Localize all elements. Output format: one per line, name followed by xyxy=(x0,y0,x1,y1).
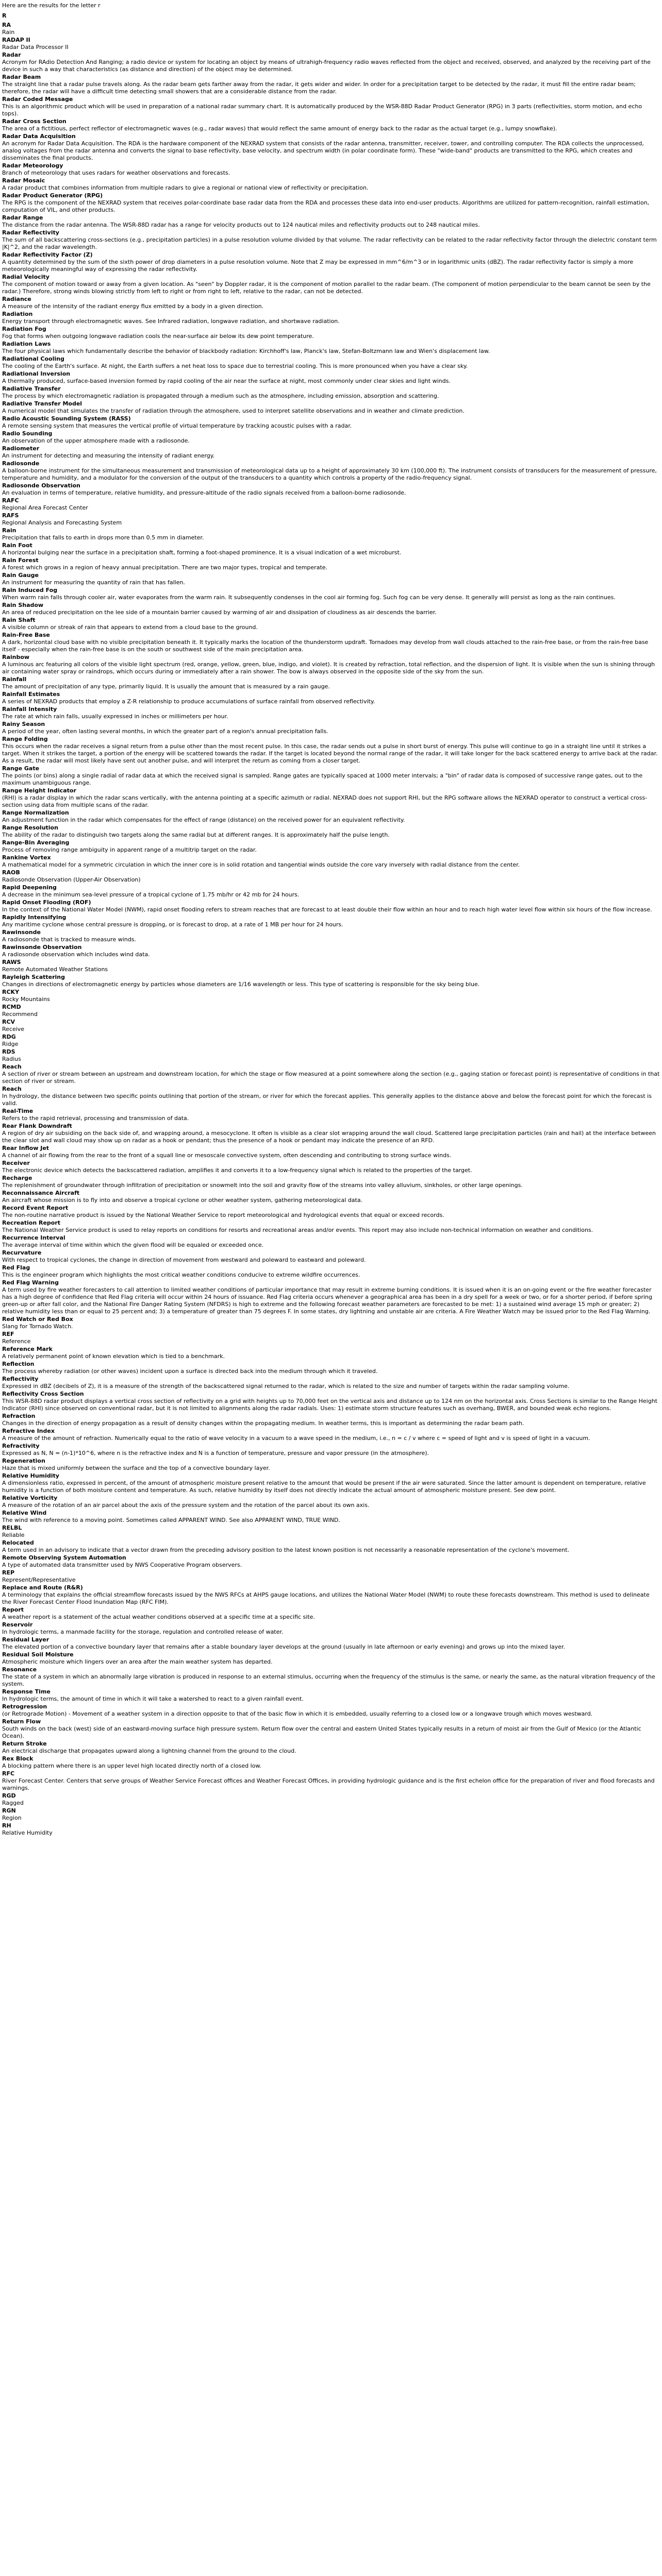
glossary-definition: In hydrologic terms, the amount of time in which it will take a watershed to react to a given rainfall event. xyxy=(2,1696,304,1702)
glossary-term: Recurrence Interval xyxy=(2,1234,65,1241)
glossary-term: Relative Humidity xyxy=(2,1472,59,1479)
glossary-term: Radiational Cooling xyxy=(2,355,64,362)
glossary-term: Radar Meteorology xyxy=(2,162,63,169)
glossary-term: RCMD xyxy=(2,1004,21,1010)
glossary-definition: When warm rain falls through cooler air, water evaporates from the warm rain. It subsequently condenses in the cool air forming fog. Such fog can be very dense. It generally will persist as long as the rain continues. xyxy=(2,594,616,601)
glossary-term: Radar Coded Message xyxy=(2,96,73,103)
glossary-definition: A series of NEXRAD products that employ a Z-R relationship to produce accumulations of surface rainfall from observed reflectivity. xyxy=(2,698,375,705)
glossary-term: Return Flow xyxy=(2,1718,41,1725)
glossary-term: Radio Sounding xyxy=(2,430,53,437)
glossary-definition: Receive xyxy=(2,1026,25,1032)
glossary-definition: South winds on the back (west) side of an eastward-moving surface high pressure system. Return flow over the central and eastern United States typically results in a return of moist air from the Gulf of Mexico (or the Atlantic Ocean). xyxy=(2,1725,641,1739)
glossary-term: Relative Vorticity xyxy=(2,1495,58,1501)
glossary-term: RAWS xyxy=(2,959,21,965)
glossary-term: Real-Time xyxy=(2,1108,34,1114)
glossary-term: Rainfall Intensity xyxy=(2,706,57,713)
glossary-definition: A region of dry air subsiding on the back side of, and wrapping around, a mesocyclone. It often is visible as a clear slot wrapping around the wall cloud. Scattered large precipitation particles (rain and hail) at the interface between the clear slot and wall cloud may show up on radar as a hook or pendant; thus the presence of a hook or pendant may indicate the presence of an RFD. xyxy=(2,1130,656,1144)
glossary-term: Red Flag Warning xyxy=(2,1279,59,1286)
glossary-definition: A remote sensing system that measures the vertical profile of virtual temperature by tracking acoustic pulses with a radar. xyxy=(2,422,352,429)
glossary-definition: A radiosonde that is tracked to measure winds. xyxy=(2,936,136,943)
glossary-term: Rainbow xyxy=(2,654,30,660)
glossary-definition: A numerical model that simulates the transfer of radiation through the atmosphere, used to interpret satellite observations and in weather and climate prediction. xyxy=(2,408,465,414)
glossary-term: Rainfall xyxy=(2,676,27,683)
glossary-definition: A radiosonde observation which includes wind data. xyxy=(2,951,150,958)
glossary-definition: A mathematical model for a symmetric circulation in which the inner core is in solid rotation and tangential winds outside the core vary inversely with radial distance from the center. xyxy=(2,861,520,868)
glossary-term: Refractivity xyxy=(2,1443,40,1449)
glossary-definition: An acronym for Radar Data Acquisition. The RDA is the hardware component of the NEXRAD system that consists of the radar antenna, transmitter, receiver, tower, and controlling computer. The RDA collects the unprocessed, analog voltages from the radar antenna and converts the signal to base reflectivity, base velocity, and spectrum width (in polar coordinate form). These "wide-band" products are transmitted to the RPG, which creates and disseminates the final products. xyxy=(2,140,644,161)
glossary-term: Radar Beam xyxy=(2,74,41,80)
glossary-definition: The state of a system in which an abnormally large vibration is produced in response to an external stimulus, occurring when the frequency of the stimulus is the same, or nearly the same, as the natural vibration frequency of the system. xyxy=(2,1673,655,1687)
glossary-term: Remote Observing System Automation xyxy=(2,1554,126,1561)
glossary-term: RDG xyxy=(2,1033,16,1040)
glossary-term: Range-Bin Averaging xyxy=(2,839,70,846)
glossary-definition: A dark, horizontal cloud base with no visible precipitation beneath it. It typically marks the location of the thunderstorm updraft. Tornadoes may develop from wall clouds attached to the rain-free base, or from the rain-free base itself - especially when the rain-free base is on the south or southwest side of the main precipitation area. xyxy=(2,639,649,653)
glossary-definition: A decrease in the minimum sea-level pressure of a tropical cyclone of 1.75 mb/hr or 42 mb for 24 hours. xyxy=(2,891,300,898)
glossary-term: Rayleigh Scattering xyxy=(2,974,65,980)
glossary-term: Rain Induced Fog xyxy=(2,587,58,594)
glossary-term: Reflectivity Cross Section xyxy=(2,1391,84,1397)
glossary-definition: An observation of the upper atmosphere made with a radiosonde. xyxy=(2,437,190,444)
glossary-definition: Rocky Mountains xyxy=(2,996,50,1003)
glossary-definition: Expressed in dBZ (decibels of Z), it is a measure of the strength of the backscattered signal returned to the radar, which is related to the size and number of targets within the radar sampling volume. xyxy=(2,1383,570,1389)
glossary-definition: Reference xyxy=(2,1338,31,1345)
glossary-definition: This is an algorithmic product which will be used in preparation of a national radar summary chart. It is automatically produced by the WSR-88D Radar Product Generator (RPG) in 3 parts (reflectivities, storm motion, and echo tops). xyxy=(2,103,642,117)
glossary-definition: The electronic device which detects the backscattered radiation, amplifies it and converts it to a low-frequency signal which is related to the properties of the target. xyxy=(2,1167,472,1174)
glossary-term: Radiational Inversion xyxy=(2,370,71,377)
glossary-definition: The RPG is the component of the NEXRAD system that receives polar-coordinate base radar data from the RDA and processes these data into end-user products. Algorithms are utilized for pattern-recognition, rainfall estimation, computation of VIL, and other products. xyxy=(2,199,650,213)
glossary-definition: Process of removing range ambiguity in apparent range of a multitrip target on the radar. xyxy=(2,846,257,853)
glossary-definition: Remote Automated Weather Stations xyxy=(2,966,108,973)
glossary-definition: Radiosonde Observation (Upper-Air Observation) xyxy=(2,876,141,883)
glossary-term: Range Gate xyxy=(2,765,40,772)
glossary-term: Refractive Index xyxy=(2,1428,55,1434)
glossary-term: Rain-Free Base xyxy=(2,632,50,638)
glossary-term: RFC xyxy=(2,1770,15,1777)
glossary-definition: A measure of the intensity of the radiant energy flux emitted by a body in a given direction. xyxy=(2,303,264,310)
glossary-term: Radar Reflectivity Factor (Z) xyxy=(2,251,93,258)
glossary-term: RCKY xyxy=(2,989,20,995)
glossary-term: RAFS xyxy=(2,512,19,519)
glossary-definition: The four physical laws which fundamentally describe the behavior of blackbody radiation: Kirchhoff's law, Planck's law, Stefan-Boltzmann law and Wien's displacement law. xyxy=(2,348,490,354)
glossary-definition: Atmospheric moisture which lingers over an area after the main weather system has departed. xyxy=(2,1658,273,1665)
glossary-term: Radiometer xyxy=(2,445,40,452)
glossary-term: Return Stroke xyxy=(2,1740,47,1747)
glossary-definition: Reliable xyxy=(2,1532,25,1538)
glossary-definition: A weather report is a statement of the actual weather conditions observed at a specific time at a specific site. xyxy=(2,1614,315,1620)
glossary-term: Reconnaissance Aircraft xyxy=(2,1190,80,1196)
glossary-definition: A measure of the rotation of an air parcel about the axis of the pressure system and the rotation of the parcel about its own axis. xyxy=(2,1502,370,1509)
glossary-term: Rain Shadow xyxy=(2,602,44,608)
glossary-term: Replace and Route (R&R) xyxy=(2,1584,83,1591)
glossary-definition: An evaluation in terms of temperature, relative humidity, and pressure-altitude of the radio signals received from a balloon-borne radiosonde. xyxy=(2,489,406,496)
glossary-term: Rain Gauge xyxy=(2,572,39,579)
glossary-term: Radiative Transfer xyxy=(2,385,61,392)
glossary-definition: Acronym for RAdio Detection And Ranging; a radio device or system for locating an object by means of ultrahigh-frequency radio waves reflected from the object and received, observed, and analyzed by the receiving part of the device in such a way that characteristics (as distance and direction) of the object may be determined. xyxy=(2,59,651,73)
glossary-definition: A period of the year, often lasting several months, in which the greater part of a region's annual precipitation falls. xyxy=(2,728,328,735)
glossary-definition: Radar Data Processor II xyxy=(2,44,69,50)
glossary-definition: Relative Humidity xyxy=(2,1829,53,1836)
glossary-term: Rawinsonde xyxy=(2,929,41,936)
glossary-definition: A terminology that explains the official streamflow forecasts issued by the NWS RFCs at AHPS gauge locations, and utilizes the National Water Model (NWM) to route these forecasts downstream. This method is used to delineate the River Forecast Center Flood Inundation Map (RFC FIM). xyxy=(2,1591,650,1605)
glossary-term: RAOB xyxy=(2,869,20,876)
glossary-definition: Refers to the rapid retrieval, processing and transmission of data. xyxy=(2,1115,189,1122)
glossary-term: REF xyxy=(2,1331,14,1337)
glossary-term: Radiation xyxy=(2,311,33,317)
glossary-definition: An adjustment function in the radar which compensates for the effect of range (distance) on the received power for an equivalent reflectivity. xyxy=(2,817,405,823)
glossary-term: Reach xyxy=(2,1063,22,1070)
glossary-definition: A horizontal bulging near the surface in a precipitation shaft, forming a foot-shaped prominence. It is a visual indication of a wet microburst. xyxy=(2,549,402,556)
glossary-term: Reach xyxy=(2,1086,22,1092)
glossary-term: Receiver xyxy=(2,1160,30,1166)
glossary-term: Retrogression xyxy=(2,1703,47,1710)
glossary-definition: A quantity determined by the sum of the sixth power of drop diameters in a pulse resolution volume. Note that Z may be expressed in mm^6/m^3 or in logarithmic units (dBZ). The radar reflectivity factor is simply a more meteorologically meaningful way of expressing the radar reflectivity. xyxy=(2,259,634,273)
glossary-term: Reflection xyxy=(2,1361,35,1367)
glossary-term: Radar Cross Section xyxy=(2,118,67,125)
glossary-definition: The process by which electromagnetic radiation is propagated through a medium such as the atmosphere, including emission, absorption and scattering. xyxy=(2,393,439,399)
glossary-definition: The process whereby radiation (or other waves) incident upon a surface is directed back into the medium through which it traveled. xyxy=(2,1368,378,1375)
glossary-definition: The average interval of time within which the given flood will be equaled or exceeded once. xyxy=(2,1242,264,1248)
glossary-definition: In the context of the National Water Model (NWM), rapid onset flooding refers to stream reaches that are forecast to at least double their flow within an hour and to reach high water level flow within six hours of the flow increase. xyxy=(2,906,652,913)
glossary-definition: River Forecast Center. Centers that serve groups of Weather Service Forecast offices and Weather Forecast Offices, in providing hydrologic guidance and is the first echelon office for the preparation of river and flood forecasts and warnings. xyxy=(2,1777,655,1791)
glossary-definition: The sum of all backscattering cross-sections (e.g., precipitation particles) in a pulse resolution volume divided by that volume. The radar reflectivity can be related to the radar reflectivity factor through the dielectric constant term |K|^2, and the radar wavelength. xyxy=(2,236,657,250)
glossary-definition: The elevated portion of a convective boundary layer that remains after a stable boundary layer develops at the ground (usually in late afternoon or early evening) and grows up into the mixed layer. xyxy=(2,1643,566,1650)
results-intro: Here are the results for the letter r xyxy=(2,2,101,9)
glossary-definition: A dimensionless ratio, expressed in percent, of the amount of atmospheric moisture present relative to the amount that would be present if the air were saturated. Since the latter amount is dependent on temperature, relative humidity is a function of both moisture content and temperature. As such, relative humidity by itself does not directly indicate the actual amount of atmospheric moisture present. See dew point. xyxy=(2,1480,646,1494)
glossary-term: Rain Foot xyxy=(2,542,32,549)
glossary-definition: Rain xyxy=(2,29,15,36)
glossary-term: Residual Soil Moisture xyxy=(2,1651,74,1658)
glossary-definition: A term used by fire weather forecasters to call attention to limited weather conditions of particular importance that may result in extreme burning conditions. It is issued when it is an on-going event or the fire weather forecaster has a high degree of confidence that Red Flag criteria will occur within 24 hours of issuance. Red Flag criteria occurs whenever a geographical area has been in a dry spell for a week or two, or for a shorter period, if before spring green-up or after fall color, and the National Fire Danger Rating System (NFDRS) is high to extreme and the following forecast weather parameters are forecasted to be met: 1) a sustained wind average 15 mph or greater; 2) relative humidity less than or equal to 25 percent and; 3) a temperature of greater than 75 degrees F. In some states, dry lightning and unstable air are criteria. A Fire Weather Watch may be issued prior to the Red Flag Warning. xyxy=(2,1286,653,1315)
glossary-term: Recurvature xyxy=(2,1249,42,1256)
letter-heading: R xyxy=(2,12,7,19)
glossary-term: Radiation Fog xyxy=(2,326,46,332)
glossary-definition: An electrical discharge that propagates upward along a lightning channel from the ground to the cloud. xyxy=(2,1748,296,1754)
glossary-definition: Ragged xyxy=(2,1800,24,1806)
glossary-definition: The National Weather Service product is used to relay reports on conditions for resorts and recreational areas and/or events. This report may also include non-technical information on weather and conditions. xyxy=(2,1227,593,1233)
glossary-definition: The cooling of the Earth's surface. At night, the Earth suffers a net heat loss to space due to terrestrial cooling. This is more pronounced when you have a clear sky. xyxy=(2,363,468,369)
glossary-definition: Region xyxy=(2,1815,22,1821)
glossary-definition: This occurs when the radar receives a signal return from a pulse other than the most recent pulse. In this case, the radar sends out a pulse in short burst of energy. This pulse will continue to go in a straight line until it strikes a target. When it strikes the target, a portion of the energy will be scattered towards the radar. If the target is located beyond the normal range of the radar, it will take longer for the back scattered energy to arrive back at the radar. As a result, the radar will most likely have sent out another pulse, and will interpret the return as coming from a closer target. xyxy=(2,743,658,764)
glossary-term: RDS xyxy=(2,1048,15,1055)
glossary-definition: The ability of the radar to distinguish two targets along the same radial but at different ranges. It is approximately half the pulse length. xyxy=(2,832,390,838)
glossary-definition: A measure of the amount of refraction. Numerically equal to the ratio of wave velocity in a vacuum to a wave speed in the medium, i.e., n = c / v where c = speed of light and v is speed of light in a vacuum. xyxy=(2,1435,590,1442)
glossary-definition: A blocking pattern where there is an upper level high located directly north of a closed low. xyxy=(2,1762,261,1769)
glossary-term: Rapid Onset Flooding (ROF) xyxy=(2,899,91,906)
glossary-term: Radar Mosaic xyxy=(2,177,45,184)
glossary-definition: Regional Analysis and Forecasting System xyxy=(2,519,122,526)
glossary-term: Refraction xyxy=(2,1413,36,1419)
glossary-definition: This WSR-88D radar product displays a vertical cross section of reflectivity on a grid with heights up to 70,000 feet on the vertical axis and distance up to 124 nm on the horizontal axis. Cross Sections is similar to the Range Height Indicator (RHI) since observed on conventional radar, but it is not limited to alignments along the radar radials. Uses: 1) estimate storm structure features such as overhang, BWER, and bounded weak echo regions. xyxy=(2,1398,657,1412)
glossary-term: Reference Mark xyxy=(2,1346,53,1352)
glossary-term: REP xyxy=(2,1569,15,1576)
glossary-definition: With respect to tropical cyclones, the change in direction of movement from westward and poleward to eastward and poleward. xyxy=(2,1257,366,1263)
glossary-term: Rear Flank Downdraft xyxy=(2,1123,72,1129)
glossary-term: Rainfall Estimates xyxy=(2,691,60,698)
glossary-term: Regeneration xyxy=(2,1458,45,1464)
glossary-term: Rain xyxy=(2,527,16,534)
glossary-definition: A forest which grows in a region of heavy annual precipitation. There are two major types, tropical and temperate. xyxy=(2,564,328,571)
glossary-term: Radar Product Generator (RPG) xyxy=(2,192,103,199)
glossary-definition: Any maritime cyclone whose central pressure is dropping, or is forecast to drop, at a rate of 1 MB per hour for 24 hours. xyxy=(2,921,343,928)
glossary-term: RCV xyxy=(2,1019,15,1025)
glossary-definition: The wind with reference to a moving point. Sometimes called APPARENT WIND. See also APPARENT WIND, TRUE WIND. xyxy=(2,1517,340,1523)
glossary-term: Response Time xyxy=(2,1688,51,1695)
glossary-definition: A section of river or stream between an upstream and downstream location, for which the stage or flow measured at a point somewhere along the section (e.g., gaging station or forecast point) is representative of conditions in that section of river or stream. xyxy=(2,1071,660,1084)
glossary-term: Rain Forest xyxy=(2,557,39,564)
glossary-definition: An instrument for detecting and measuring the intensity of radiant energy. xyxy=(2,452,215,459)
glossary-definition: (or Retrograde Motion) - Movement of a weather system in a direction opposite to that of the basic flow in which it is embedded, usually referring to a closed low or a longwave trough which moves westward. xyxy=(2,1710,593,1717)
glossary-definition: The non-routine narrative product is issued by the National Weather Service to report meteorological and hydrological events that equal or exceed records. xyxy=(2,1212,444,1218)
glossary-definition: Recommend xyxy=(2,1011,38,1018)
glossary-definition: A visible column or streak of rain that appears to extend from a cloud base to the ground. xyxy=(2,624,258,631)
glossary-definition: An area of reduced precipitation on the lee side of a mountain barrier caused by warming of air and dissipation of cloudiness as air descends the barrier. xyxy=(2,609,437,616)
glossary-definition: A term used in an advisory to indicate that a vector drawn from the preceding advisory position to the latest known position is not necessarily a reasonable representation of the cyclone's movement. xyxy=(2,1547,570,1553)
glossary-term: Recharge xyxy=(2,1175,32,1181)
glossary-definition: Slang for Tornado Watch. xyxy=(2,1323,73,1330)
glossary-term: Residual Layer xyxy=(2,1636,49,1643)
glossary-definition: Expressed as N, N = (n-1)*10^6, where n is the refractive index and N is a function of temperature, pressure and vapor pressure (in the atmosphere). xyxy=(2,1450,429,1456)
glossary-term: RAFC xyxy=(2,497,19,504)
glossary-definition: Radius xyxy=(2,1056,21,1062)
glossary-definition: The component of motion toward or away from a given location. As "seen" by Doppler radar, it is the component of motion parallel to the radar beam. (The component of motion perpendicular to the beam cannot be seen by the radar.) Therefore, strong winds blowing strictly from left to right or from right to left, relative to the radar, can not be detected. xyxy=(2,281,651,295)
glossary-term: Red Watch or Red Box xyxy=(2,1316,73,1323)
glossary-term: Reflectivity xyxy=(2,1376,39,1382)
glossary-definition: (RHI) is a radar display in which the radar scans vertically, with the antenna pointing at a specific azimuth or radial. NEXRAD does not support RHI, but the RPG software allows the NEXRAD operator to construct a vertical cross-section using data from multiple scans of the radar. xyxy=(2,794,648,808)
glossary-term: Radar xyxy=(2,52,21,58)
glossary-term: Record Event Report xyxy=(2,1205,69,1211)
glossary-definition: A luminous arc featuring all colors of the visible light spectrum (red, orange, yellow, green, blue, indigo, and violet). It is created by refraction, total reflection, and the dispersion of light. It is visible when the sun is shining through air containing water spray or raindrops, which occurs during or immediately after a rain shower. The bow is always observed in the opposite side of the sky from the sun. xyxy=(2,661,655,675)
glossary-term: Radiosonde xyxy=(2,460,40,467)
glossary-term: Radial Velocity xyxy=(2,274,49,280)
glossary-term: Rainy Season xyxy=(2,721,45,727)
glossary-term: RELBL xyxy=(2,1524,22,1531)
glossary-definition: An aircraft whose mission is to fly into and observe a tropical cyclone or other weather system, gathering meteorological data. xyxy=(2,1197,363,1204)
glossary-definition: A type of automated data transmitter used by NWS Cooperative Program observers. xyxy=(2,1562,242,1568)
glossary-term: Radar Data Acquisition xyxy=(2,133,76,140)
glossary-term: Radio Acoustic Sounding System (RASS) xyxy=(2,415,131,422)
glossary-term: RADAP II xyxy=(2,37,30,43)
glossary-definition: Represent/Representative xyxy=(2,1577,76,1583)
glossary-term: Reservoir xyxy=(2,1621,33,1628)
glossary-term: Rain Shaft xyxy=(2,617,36,623)
glossary-definition: The straight line that a radar pulse travels along. As the radar beam gets farther away from the radar, it gets wider and wider. In order for a precipitation target to be detected by the radar, it must fill the entire radar beam; therefore, the radar will have a difficult time detecting small showers that are a considerable distance from the radar. xyxy=(2,81,636,95)
glossary-definition: The replenishment of groundwater through infiltration of precipitation or snowmelt into the soil and gravity flow of the streams into valley alluvium, sinkholes, or other large openings. xyxy=(2,1182,523,1189)
glossary-term: Radar Reflectivity xyxy=(2,229,59,236)
glossary-list xyxy=(2,22,660,1837)
glossary-definition: The area of a fictitious, perfect reflector of electromagnetic waves (e.g., radar waves) that would reflect the same amount of energy back to the radar as the actual target (e.g., lumpy snowflake). xyxy=(2,125,557,132)
glossary-term: RA xyxy=(2,22,11,28)
glossary-definition: A channel of air flowing from the rear to the front of a squall line or mesoscale convective system, often descending and contributing to strong surface winds. xyxy=(2,1152,452,1159)
glossary-term: Radiosonde Observation xyxy=(2,482,80,489)
glossary-term: Relative Wind xyxy=(2,1510,47,1516)
glossary-definition: Branch of meteorology that uses radars for weather observations and forecasts. xyxy=(2,170,230,176)
glossary-term: Radiance xyxy=(2,296,31,302)
glossary-term: Relocated xyxy=(2,1539,34,1546)
glossary-term: Rex Block xyxy=(2,1755,34,1762)
glossary-definition: The distance from the radar antenna. The WSR-88D radar has a range for velocity products out to 124 nautical miles and reflectivity products out to 248 nautical miles. xyxy=(2,222,480,228)
glossary-definition: The amount of precipitation of any type, primarily liquid. It is usually the amount that is measured by a rain gauge. xyxy=(2,683,330,690)
glossary-term: Rear Inflow Jet xyxy=(2,1145,49,1151)
glossary-term: Rapid Deepening xyxy=(2,884,57,891)
glossary-term: Red Flag xyxy=(2,1264,30,1271)
glossary-definition: Precipitation that falls to earth in drops more than 0.5 mm in diameter. xyxy=(2,534,204,541)
glossary-definition: A thermally produced, surface-based inversion formed by rapid cooling of the air near the surface at night, most commonly under clear skies and light winds. xyxy=(2,378,451,384)
glossary-term: Resonance xyxy=(2,1666,37,1673)
glossary-definition: Energy transport through electromagnetic waves. See Infrared radiation, longwave radiation, and shortwave radiation. xyxy=(2,318,340,325)
glossary-definition: This is the engineer program which highlights the most critical weather conditions conducive to extreme wildfire occurrences. xyxy=(2,1272,360,1278)
glossary-term: Radiation Laws xyxy=(2,341,51,347)
glossary-definition: Changes in the direction of energy propagation as a result of density changes within the propagating medium. In weather terms, this is important as determining the radar beam path. xyxy=(2,1420,524,1427)
glossary-definition: A radar product that combines information from multiple radars to give a regional or national view of reflectivity or precipitation. xyxy=(2,184,369,191)
glossary-term: Range Folding xyxy=(2,736,48,742)
glossary-definition: In hydrologic terms, a manmade facility for the storage, regulation and controlled release of water. xyxy=(2,1629,284,1635)
glossary-definition: The rate at which rain falls, usually expressed in inches or millimeters per hour. xyxy=(2,713,228,720)
glossary-term: Report xyxy=(2,1606,24,1613)
glossary-definition: Fog that forms when outgoing longwave radiation cools the near-surface air below its dew point temperature. xyxy=(2,333,314,340)
glossary-term: Range Height Indicator xyxy=(2,787,76,794)
glossary-definition: Ridge xyxy=(2,1041,19,1047)
glossary-definition: An instrument for measuring the quantity of rain that has fallen. xyxy=(2,579,185,586)
glossary-definition: In hydrology, the distance between two specific points outlining that portion of the stream, or river for which the forecast applies. This generally applies to the distance above and below the forecast point for which the forecast is valid. xyxy=(2,1093,652,1107)
glossary-definition: Haze that is mixed uniformly between the surface and the top of a convective boundary layer. xyxy=(2,1465,270,1471)
glossary-term: RH xyxy=(2,1822,11,1829)
glossary-term: Rawinsonde Observation xyxy=(2,944,82,951)
glossary-term: Rankine Vortex xyxy=(2,854,51,861)
glossary-term: Radiative Transfer Model xyxy=(2,400,82,407)
glossary-term: Range Normalization xyxy=(2,809,69,816)
glossary-term: Rapidly Intensifying xyxy=(2,914,67,921)
glossary-term: Range Resolution xyxy=(2,824,58,831)
glossary-term: Recreation Report xyxy=(2,1219,61,1226)
glossary-definition: The points (or bins) along a single radial of radar data at which the received signal is sampled. Range gates are typically spaced at 1000 meter intervals; a "bin" of radar data is composed of successive range gates, out to the maximum unambiguous range. xyxy=(2,772,643,786)
glossary-definition: Regional Area Forecast Center xyxy=(2,504,88,511)
glossary-definition: A relatively permanent point of known elevation which is tied to a benchmark. xyxy=(2,1353,225,1360)
glossary-term: RGD xyxy=(2,1792,16,1799)
glossary-term: Radar Range xyxy=(2,214,43,221)
glossary-definition: A balloon-borne instrument for the simultaneous measurement and transmission of meteorological data up to a height of approximately 30 km (100,000 ft). The instrument consists of transducers for the measurement of pressure, temperature and humidity, and a modulator for the conversion of the output of the transducers to a quantity which controls a property of the radio-frequency signal. xyxy=(2,467,657,481)
glossary-term: RGN xyxy=(2,1807,16,1814)
glossary-definition: Changes in directions of electromagnetic energy by particles whose diameters are 1/16 wavelength or less. This type of scattering is responsible for the sky being blue. xyxy=(2,981,480,988)
